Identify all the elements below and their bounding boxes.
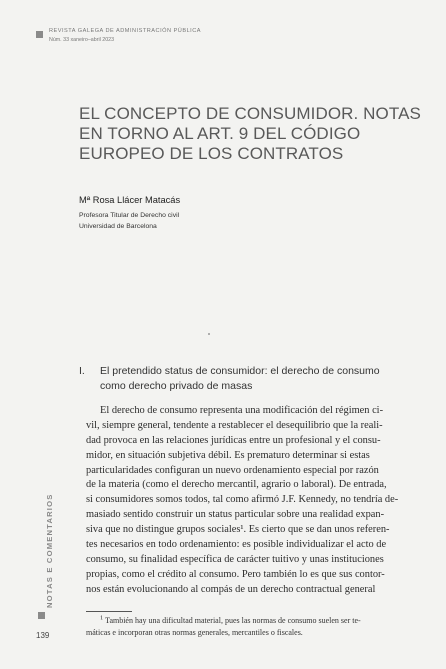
- author-position: Profesora Titular de Derecho civil: [79, 212, 180, 219]
- scan-speck: [208, 333, 210, 335]
- body-line: particularidades configuran un nuevo ordenamiento especial por razón: [86, 464, 379, 476]
- body-line: consumo, su finalidad específica de carácter tuitivo y unas instituciones: [86, 553, 384, 565]
- body-line: tes necesarios en todo ordenamiento: es posible individualizar el acto de: [86, 539, 387, 551]
- section-sidebar: [36, 493, 54, 630]
- footnote-text: También hay una dificultad material, pues las normas de consumo suelen ser te-: [105, 616, 361, 625]
- footnote-line: máticas e incorporan otras normas generales, mercantiles o fiscales.: [86, 628, 303, 637]
- body-paragraph: [86, 404, 430, 598]
- section-title-line: como derecho privado de masas: [100, 380, 253, 392]
- page-number: 139: [36, 631, 50, 640]
- body-line: propias, como el crédito al consumo. Pero también lo es que sus contor-: [86, 568, 385, 580]
- header-square-icon: [36, 31, 43, 38]
- body-line: de la materia (como el derecho mercantil, agrario o laboral). De entrada,: [86, 479, 387, 491]
- body-line: dad provoca en las relaciones jurídicas entre un profesional y el consu-: [86, 434, 381, 446]
- footnote-rule: [86, 611, 132, 612]
- section-number: I.: [79, 365, 85, 377]
- footnote: [86, 615, 361, 639]
- sidebar-label: NOTAS E COMENTARIOS: [45, 493, 54, 608]
- body-line: midor, en situación subjetiva débil. Es prematuro determinar si estas: [86, 449, 370, 461]
- article-title: [79, 104, 424, 164]
- issue-info: Núm. 33 xaneiro–abril 2023: [49, 37, 115, 43]
- body-line: si consumidores somos todos, tal como afirmó J.F. Kennedy, no tendría de-: [86, 494, 399, 506]
- title-line: EN TORNO AL ART. 9 DEL CÓDIGO: [79, 124, 361, 143]
- footnote-line: [86, 615, 361, 627]
- journal-name: REVISTA GALEGA DE ADMINISTRACIÓN PÚBLICA: [49, 28, 202, 34]
- body-line: masiado sentido construir un status particular sobre una realidad expan-: [86, 509, 385, 521]
- body-line: nos están evolucionando al compás de un derecho contractual general: [86, 583, 376, 595]
- body-line: vil, siempre general, tendente a restablecer el desequilibrio que la reali-: [86, 419, 383, 431]
- sidebar-square-icon: [38, 612, 45, 619]
- body-line: siva que no distingue grupos sociales¹. Es cierto que se dan unos referen-: [86, 524, 390, 536]
- author-institution: Universidad de Barcelona: [79, 223, 157, 230]
- title-line: EL CONCEPTO DE CONSUMIDOR. NOTAS: [79, 104, 421, 123]
- body-line: El derecho de consumo representa una modificación del régimen ci-: [100, 405, 384, 416]
- footnote-marker: 1: [100, 614, 104, 622]
- section-title-line: El pretendido status de consumidor: el derecho de consumo: [100, 365, 380, 377]
- author-name: Mª Rosa Llácer Matacás: [79, 195, 181, 205]
- title-line: EUROPEO DE LOS CONTRATOS: [79, 144, 344, 163]
